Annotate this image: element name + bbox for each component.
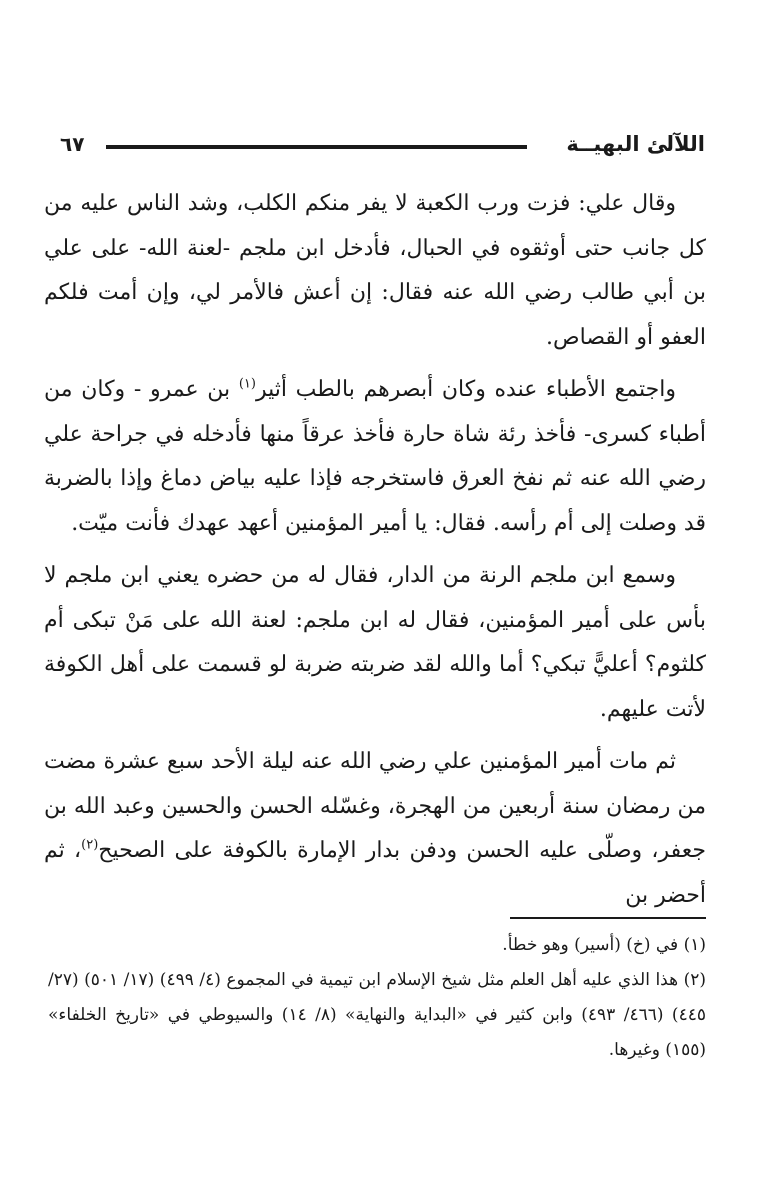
footnote-2: (٢) هذا الذي عليه أهل العلم مثل شيخ الإسلام ابن تيمية في المجموع (٤/ ٤٩٩) (١٧/ ٥٠١) (٢٧/ ٤٤٥) (٤٦٦/ ٤٩٣) وابن كثير في «البداية والنهاية» (٨/ ١٤) والسيوطي في «تاريخ الخلفاء» (١٥٥) وغيرها. [48, 970, 706, 1060]
paragraph-2 [44, 368, 706, 546]
paragraph-2-text-b: بن عمرو - وكان من أطباء كسرى- فأخذ رئة شاة حارة فأخذ عرقاً منها فأدخله في جراحة علي رضي الله عنه ثم نفخ العرق فاستخرجه فإذا عليه بياض دماغ وإذا بالضربة قد وصلت إلى أم رأسه. فقال: يا أمير المؤمنين أعهد عهدك فأنت ميّت. [44, 377, 706, 536]
running-title: اللآلئ البهيــة [566, 132, 705, 156]
page-number: ٦٧ [60, 132, 85, 156]
footnote-separator [510, 917, 706, 919]
paragraph-4-text-a: ثم مات أمير المؤمنين علي رضي الله عنه ليلة الأحد سبع عشرة مضت من رمضان سنة أربعين من الهجرة، وغسّله الحسن والحسين وعبد الله بن جعفر، وصلّى عليه الحسن ودفن بدار الإمارة بالكوفة على الصحيح [44, 749, 707, 863]
footnote-mark-1: (١) [238, 376, 256, 392]
page-header [60, 126, 705, 166]
footnote-1: (١) في (خ) (أسير) وهو خطأ. [502, 935, 706, 955]
paragraph-4-text-b: ، ثم أحضر بن [44, 838, 706, 908]
paragraph-4 [44, 740, 706, 918]
footnotes [48, 928, 706, 1068]
paragraph-3: وسمع ابن ملجم الرنة من الدار، فقال له من حضره يعني ابن ملجم لا بأس على أمير المؤمنين، فقال له ابن ملجم: لعنة الله على مَنْ تبكى أم كلثوم؟ أعليًّ تبكي؟ أما والله لقد ضربته ضربة لو قسمت على أهل الكوفة لأتت عليهم. [44, 563, 706, 722]
footnote-mark-2: (٢) [81, 837, 99, 853]
header-rule [106, 145, 527, 149]
body-text [44, 182, 706, 918]
paragraph-2-text-a: واجتمع الأطباء عنده وكان أبصرهم بالطب أثير [255, 377, 676, 402]
paragraph-1: وقال علي: فزت ورب الكعبة لا يفر منكم الكلب، وشد الناس عليه من كل جانب حتى أوثقوه في الحبال، فأدخل ابن ملجم -لعنة الله- على علي بن أبي طالب رضي الله عنه فقال: إن أعش فالأمر لي، وإن أمت فلكم العفو أو القصاص. [44, 191, 706, 350]
